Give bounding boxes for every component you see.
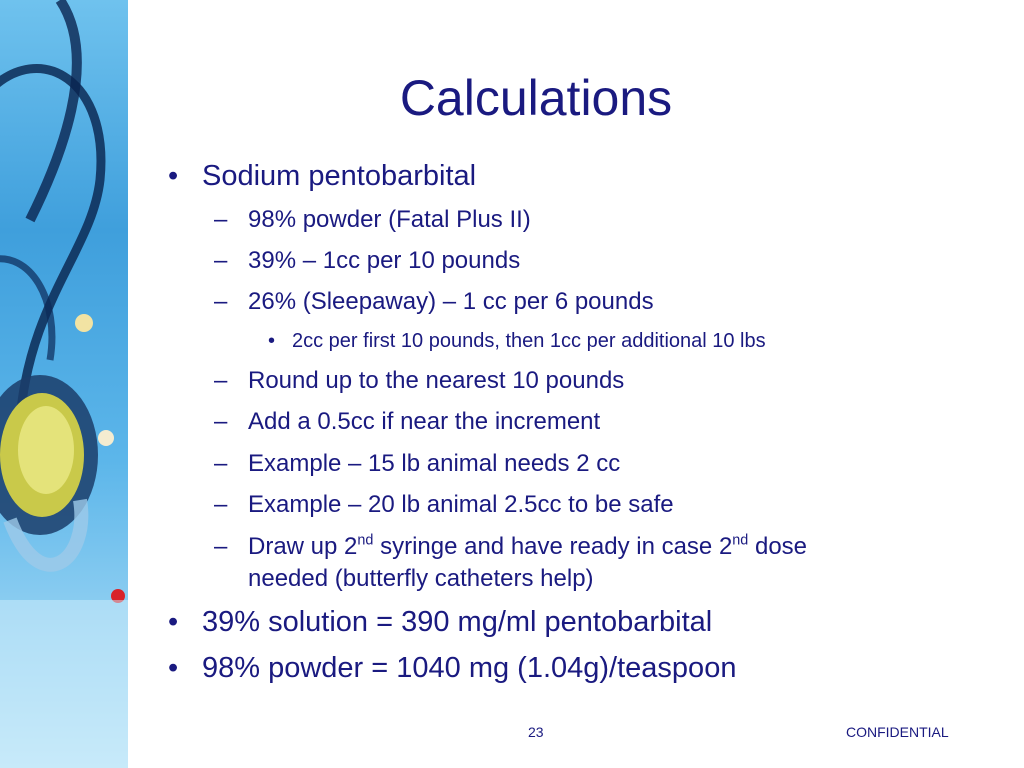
dash-marker: – — [214, 450, 228, 477]
confidential-label: CONFIDENTIAL — [846, 724, 949, 740]
sub-bullet-text: Example – 15 lb animal needs 2 cc — [248, 450, 621, 477]
dash-marker: – — [214, 206, 228, 233]
bullet-marker: • — [168, 606, 179, 638]
sub-bullet-text: 39% – 1cc per 10 pounds — [248, 247, 521, 274]
sub-bullet-text: Example – 20 lb animal 2.5cc to be safe — [248, 491, 674, 518]
sub-bullet-continuation — [248, 565, 594, 593]
dash-marker: – — [214, 367, 228, 394]
dash-marker: – — [214, 408, 228, 435]
dash-marker: – — [214, 247, 228, 274]
bullet-text: 39% solution = 390 mg/ml pentobarbital — [202, 606, 713, 638]
bullet-marker: • — [168, 652, 179, 684]
bullet-marker: • — [168, 160, 179, 192]
dash-marker: – — [214, 533, 228, 560]
text-segment: dose — [748, 533, 808, 560]
dash-marker: – — [214, 288, 228, 315]
page-number: 23 — [528, 724, 544, 740]
sub-bullet-text — [248, 533, 807, 561]
bullet-text: 98% powder = 1040 mg (1.04g)/teaspoon — [202, 652, 737, 684]
slide-title: Calculations — [399, 70, 673, 126]
text-segment: Draw up 2 — [248, 533, 358, 560]
text-segment: syringe and have ready in case 2 — [373, 533, 733, 560]
dash-marker: – — [214, 491, 228, 518]
superscript: nd — [732, 532, 749, 549]
sub-bullet-text: 26% (Sleepaway) – 1 cc per 6 pounds — [248, 288, 654, 315]
sub-bullet-text: Add a 0.5cc if near the increment — [248, 408, 601, 435]
tertiary-bullet-text: 2cc per first 10 pounds, then 1cc per additional 10 lbs — [292, 330, 766, 352]
small-bullet-marker: • — [268, 330, 276, 352]
sub-bullet-text: 98% powder (Fatal Plus II) — [248, 206, 531, 233]
sub-bullet-text: needed (butterfly catheters help) — [248, 565, 594, 592]
superscript: nd — [357, 532, 374, 549]
sub-bullet-text: Round up to the nearest 10 pounds — [248, 367, 625, 394]
bullet-text: Sodium pentobarbital — [202, 160, 477, 192]
